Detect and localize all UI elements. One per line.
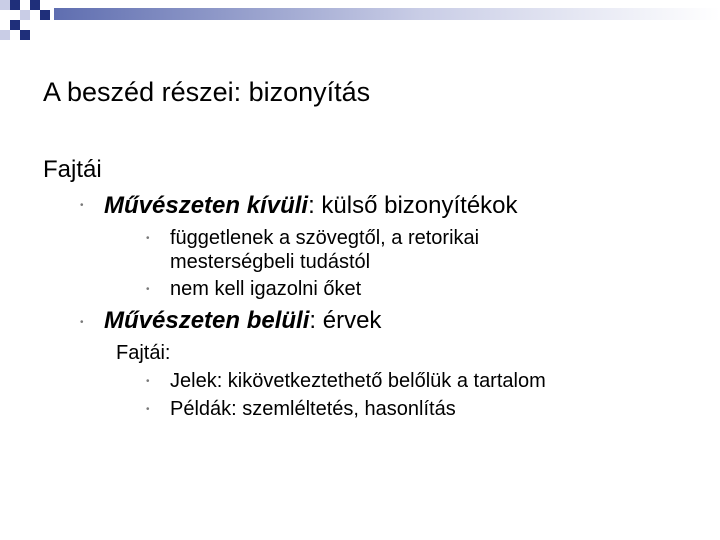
sub-item-line: mesterségbeli tudástól (170, 251, 371, 273)
slide-title: A beszéd részei: bizonyítás (43, 77, 371, 107)
term-external: Művészeten kívüli (104, 192, 309, 219)
decor-square (20, 10, 30, 20)
level1-heading: Fajtái (43, 156, 102, 183)
decor-square (30, 0, 40, 10)
bullet: • (80, 200, 84, 211)
bullet: • (80, 317, 84, 328)
bullet: • (146, 376, 150, 387)
sub-item-independent (170, 226, 479, 274)
decor-square (10, 20, 20, 30)
bullet: • (146, 233, 150, 244)
decor-square (20, 30, 30, 40)
item-external-rest: : külső bizonyítékok (308, 192, 518, 219)
sub-item-examples: Példák: szemléltetés, hasonlítás (170, 398, 456, 420)
decor-square (10, 0, 20, 10)
sub-item-line: függetlenek a szövegtől, a retorikai (170, 227, 480, 249)
bullet: • (146, 284, 150, 295)
item-internal-proofs (104, 306, 381, 336)
header-gradient-bar (54, 8, 720, 20)
decor-square (0, 0, 10, 10)
sub-item-signs: Jelek: kikövetkeztethető belőlük a tartalom (170, 370, 546, 392)
sub-item-no-proof: nem kell igazolni őket (170, 278, 362, 300)
decor-square (0, 30, 10, 40)
item-external-proofs (104, 191, 518, 221)
decor-square (40, 10, 50, 20)
header-decoration (0, 0, 720, 50)
term-internal: Művészeten belüli (104, 307, 310, 334)
sub-label-types: Fajtái: (116, 342, 171, 364)
bullet: • (146, 404, 150, 415)
item-internal-rest: : érvek (309, 307, 382, 334)
